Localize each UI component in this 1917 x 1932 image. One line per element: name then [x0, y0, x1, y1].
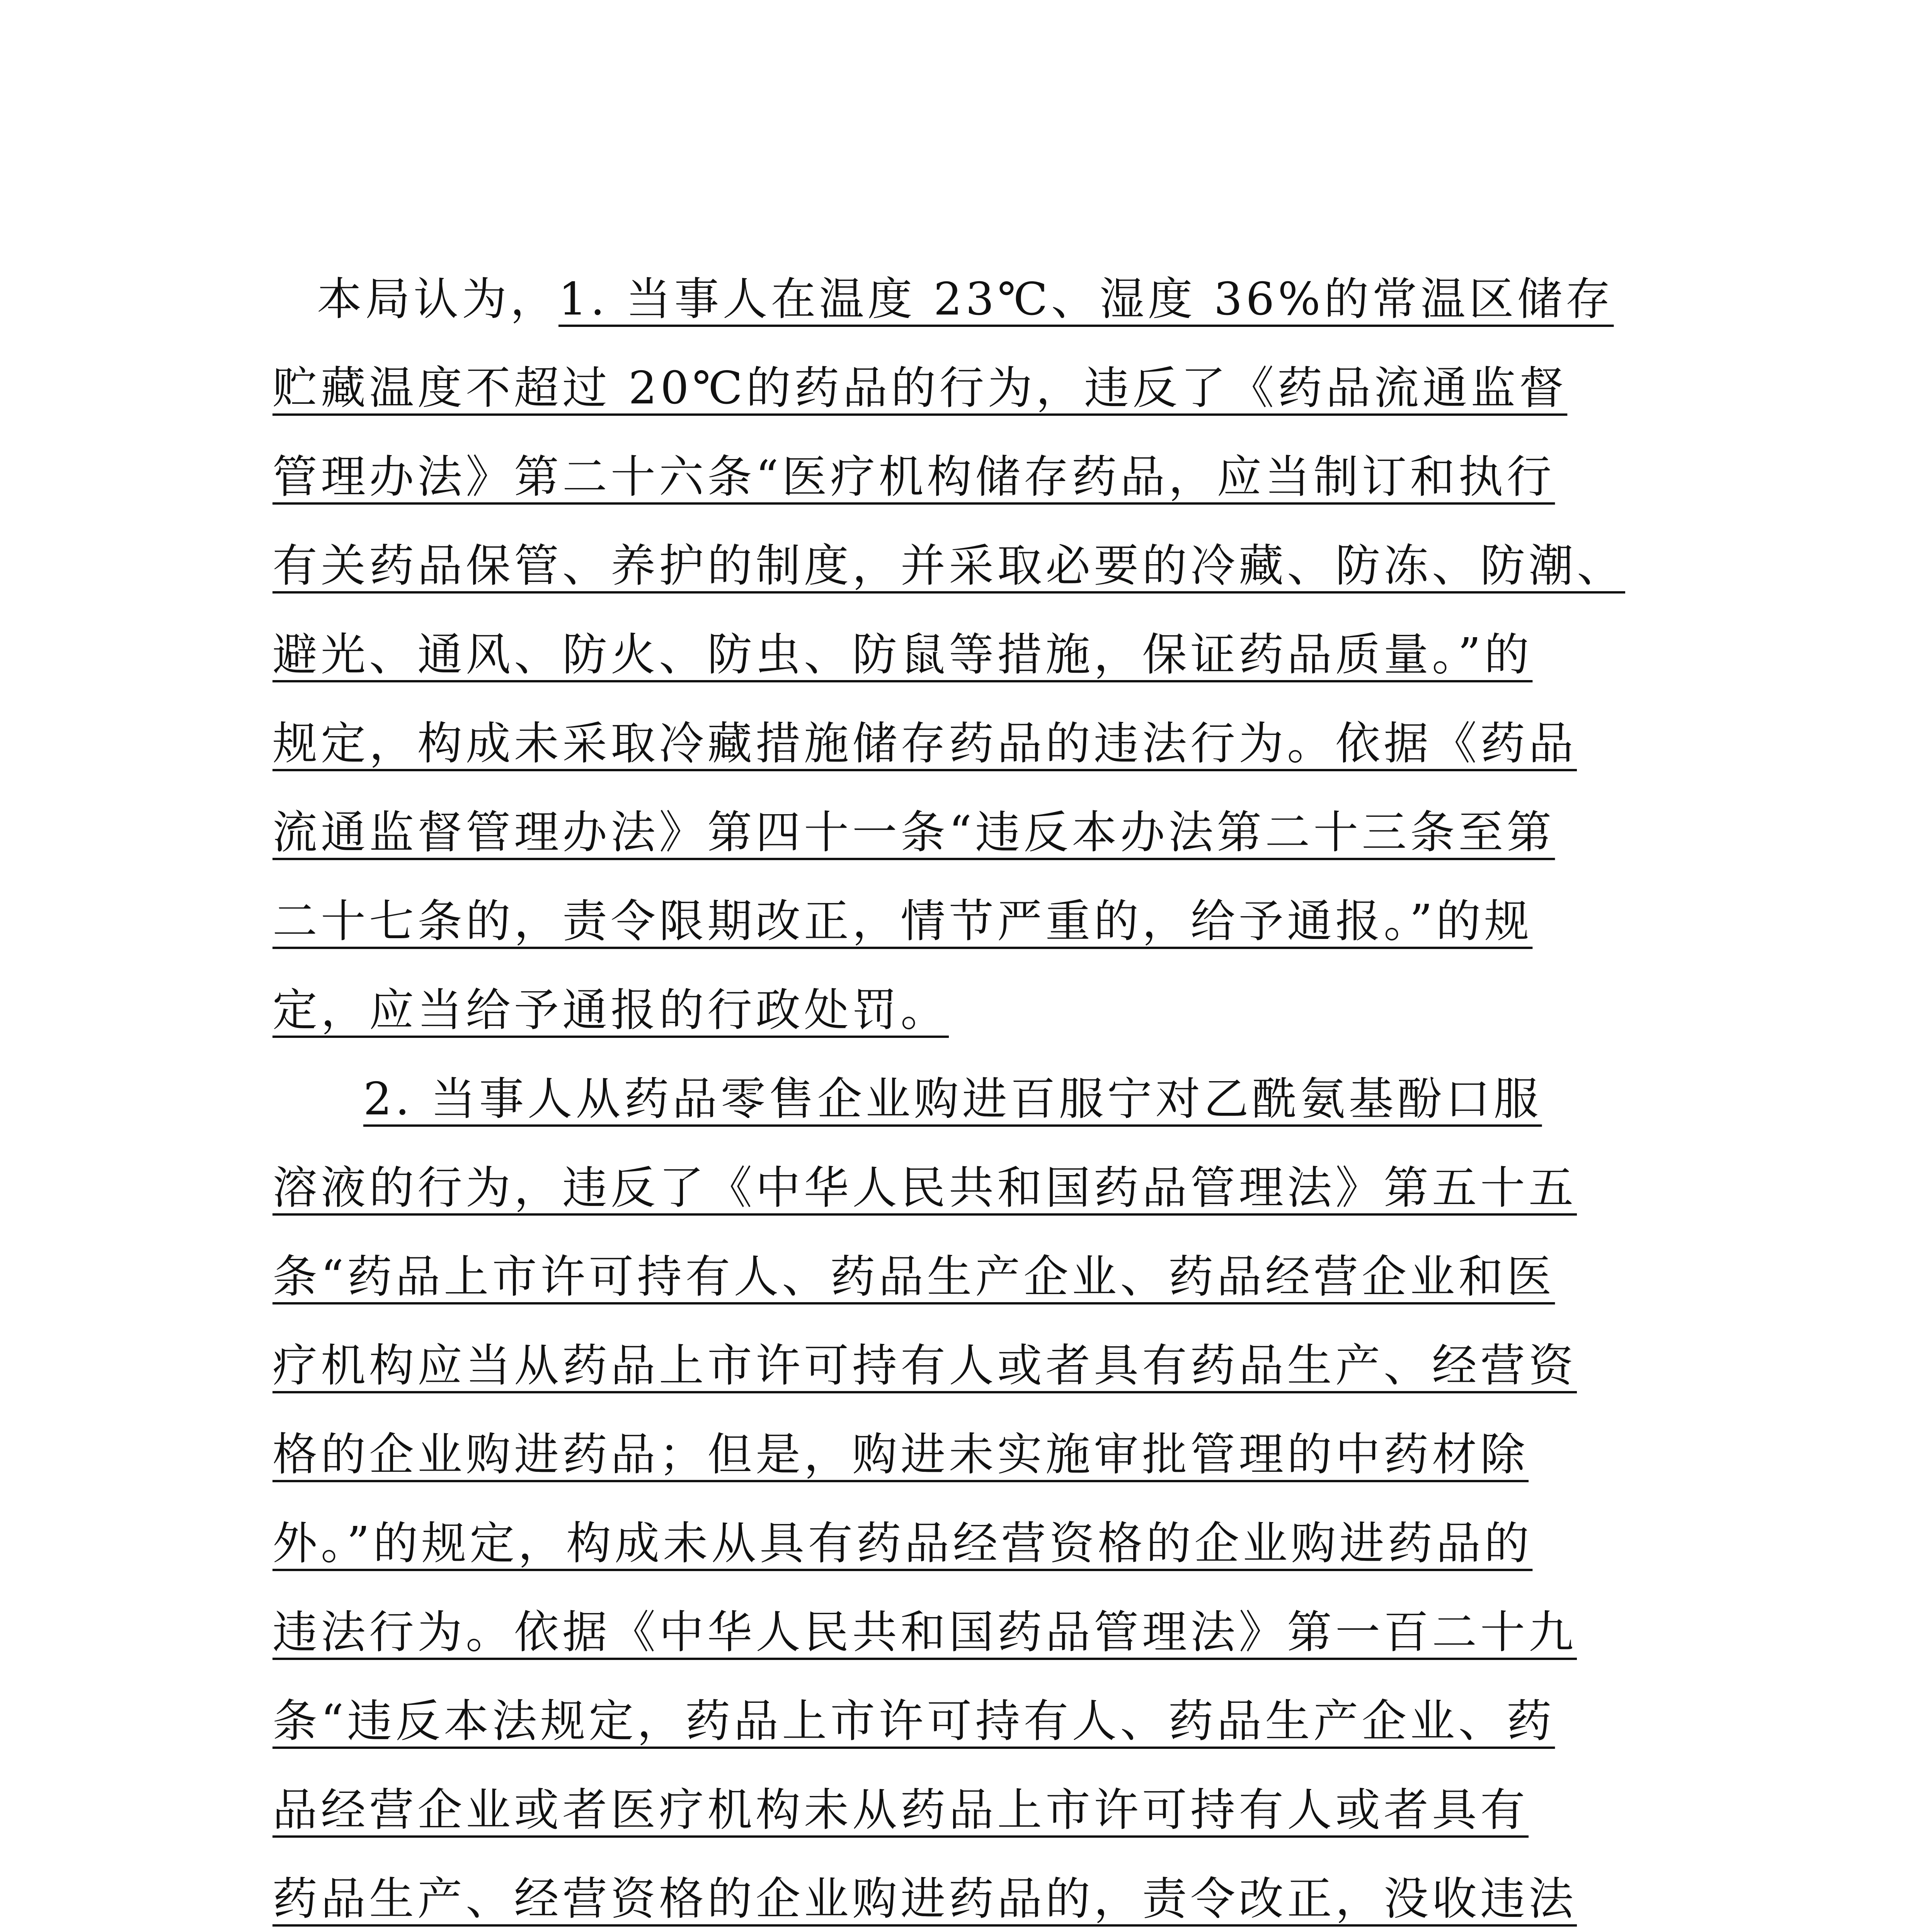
paragraph-1-line-4: 有关药品保管、养护的制度，并采取必要的冷藏、防冻、防潮、	[272, 540, 1625, 592]
paragraph-1-line-2: 贮藏温度不超过 20℃的药品的行为，违反了《药品流通监督	[272, 362, 1568, 414]
paragraph-2-line-5: 格的企业购进药品；但是，购进未实施审批管理的中药材除	[272, 1429, 1529, 1481]
paragraph-1-line-7: 流通监督管理办法》第四十一条“违反本办法第二十三条至第	[272, 806, 1555, 859]
paragraph-1-line-8: 二十七条的，责令限期改正，情节严重的，给予通报。”的规	[272, 895, 1533, 947]
paragraph-2-line-6: 外。”的规定，构成未从具有药品经营资格的企业购进药品的	[272, 1517, 1533, 1570]
paragraph-1-line-1-text: 1. 当事人在温度 23℃、湿度 36%的常温区储存	[558, 273, 1614, 325]
paragraph-2-line-10: 药品生产、经营资格的企业购进药品的，责令改正，没收违法	[272, 1873, 1577, 1925]
paragraph-2-line-8: 条“违反本法规定，药品上市许可持有人、药品生产企业、药	[272, 1695, 1555, 1747]
paragraph-2-line-3: 条“药品上市许可持有人、药品生产企业、药品经营企业和医	[272, 1251, 1555, 1303]
paragraph-2-line-4: 疗机构应当从药品上市许可持有人或者具有药品生产、经营资	[272, 1340, 1577, 1392]
paragraph-1-line-3: 管理办法》第二十六条“医疗机构储存药品，应当制订和执行	[272, 451, 1555, 503]
paragraph-1-line-6: 规定，构成未采取冷藏措施储存药品的违法行为。依据《药品	[272, 718, 1577, 770]
paragraph-2-line-7: 违法行为。依据《中华人民共和国药品管理法》第一百二十九	[272, 1606, 1577, 1658]
paragraph-1-line-5: 避光、通风、防火、防虫、防鼠等措施，保证药品质量。”的	[272, 629, 1533, 681]
paragraph-1-line-9: 定，应当给予通报的行政处罚。	[272, 984, 949, 1036]
paragraph-1-lead: 本局认为，	[317, 273, 558, 325]
paragraph-2-line-9: 品经营企业或者医疗机构未从药品上市许可持有人或者具有	[272, 1784, 1529, 1836]
paragraph-1-line-1	[317, 270, 1614, 328]
paragraph-2-line-2: 溶液的行为，违反了《中华人民共和国药品管理法》第五十五	[272, 1162, 1577, 1214]
paragraph-2-line-1: 2. 当事人从药品零售企业购进百服宁对乙酰氨基酚口服	[363, 1073, 1542, 1125]
